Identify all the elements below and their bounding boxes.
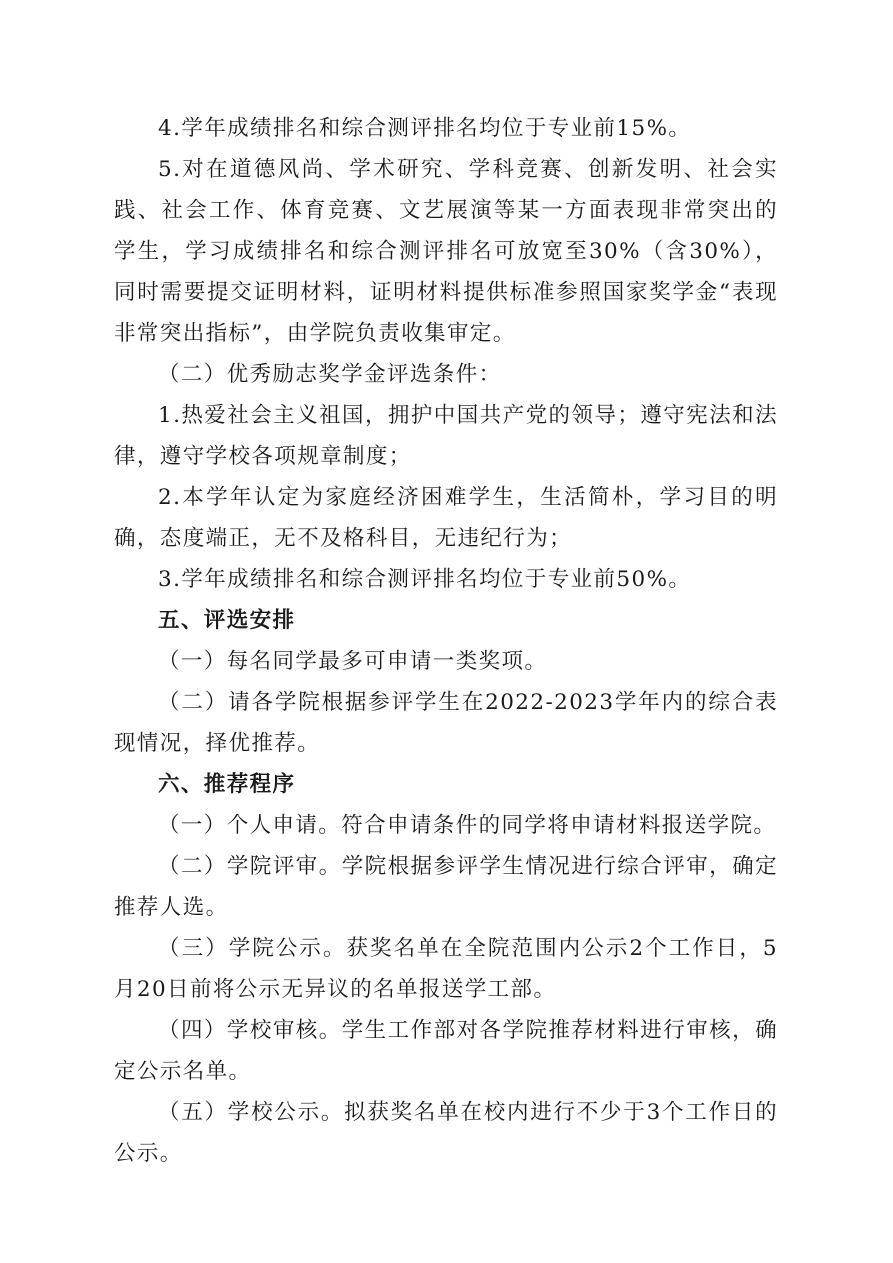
paragraph-criterion-1: 1.热爱社会主义祖国，拥护中国共产党的领导；遵守宪法和法律，遵守学校各项规章制度； xyxy=(114,403,778,469)
paragraph-arrangement-2: （二）请各学院根据参评学生在2022-2023学年内的综合表现情况，择优推荐。 xyxy=(114,690,778,756)
paragraph-procedure-3: （三）学院公示。获奖名单在全院范围内公示2个工作日，5月20日前将公示无异议的名单报送学工部。 xyxy=(114,936,778,1002)
section-heading-selection-arrangement: 五、评选安排 xyxy=(158,608,296,633)
paragraph-procedure-1: （一）个人申请。符合申请条件的同学将申请材料报送学院。 xyxy=(158,813,777,838)
paragraph-criterion-5: 5.对在道德风尚、学术研究、学科竞赛、创新发明、社会实践、社会工作、体育竞赛、文艺展演等某一方面表现非常突出的学生，学习成绩排名和综合测评排名可放宽至30%（含30%），同时需要提交证明材料，证明材料提供标准参照国家奖学金“表现非常突出指标”，由学院负责收集审定。 xyxy=(114,157,778,346)
paragraph-arrangement-1: （一）每名同学最多可申请一类奖项。 xyxy=(158,649,548,674)
paragraph-criterion-4: 4.学年成绩排名和综合测评排名均位于专业前15%。 xyxy=(158,116,692,141)
paragraph-procedure-2: （二）学院评审。学院根据参评学生情况进行综合评审，确定推荐人选。 xyxy=(114,854,778,920)
document-body xyxy=(114,108,778,1174)
paragraph-procedure-4: （四）学校审核。学生工作部对各学院推荐材料进行审核，确定公示名单。 xyxy=(114,1018,778,1084)
paragraph-subsection-2-title: （二）优秀励志奖学金评选条件： xyxy=(158,362,502,387)
section-heading-recommendation-procedure: 六、推荐程序 xyxy=(158,772,296,797)
paragraph-criterion-3: 3.学年成绩排名和综合测评排名均位于专业前50%。 xyxy=(158,567,692,592)
paragraph-procedure-5: （五）学校公示。拟获奖名单在校内进行不少于3个工作日的公示。 xyxy=(114,1100,778,1166)
paragraph-criterion-2: 2.本学年认定为家庭经济困难学生，生活简朴，学习目的明确，态度端正，无不及格科目，无违纪行为； xyxy=(114,485,778,551)
